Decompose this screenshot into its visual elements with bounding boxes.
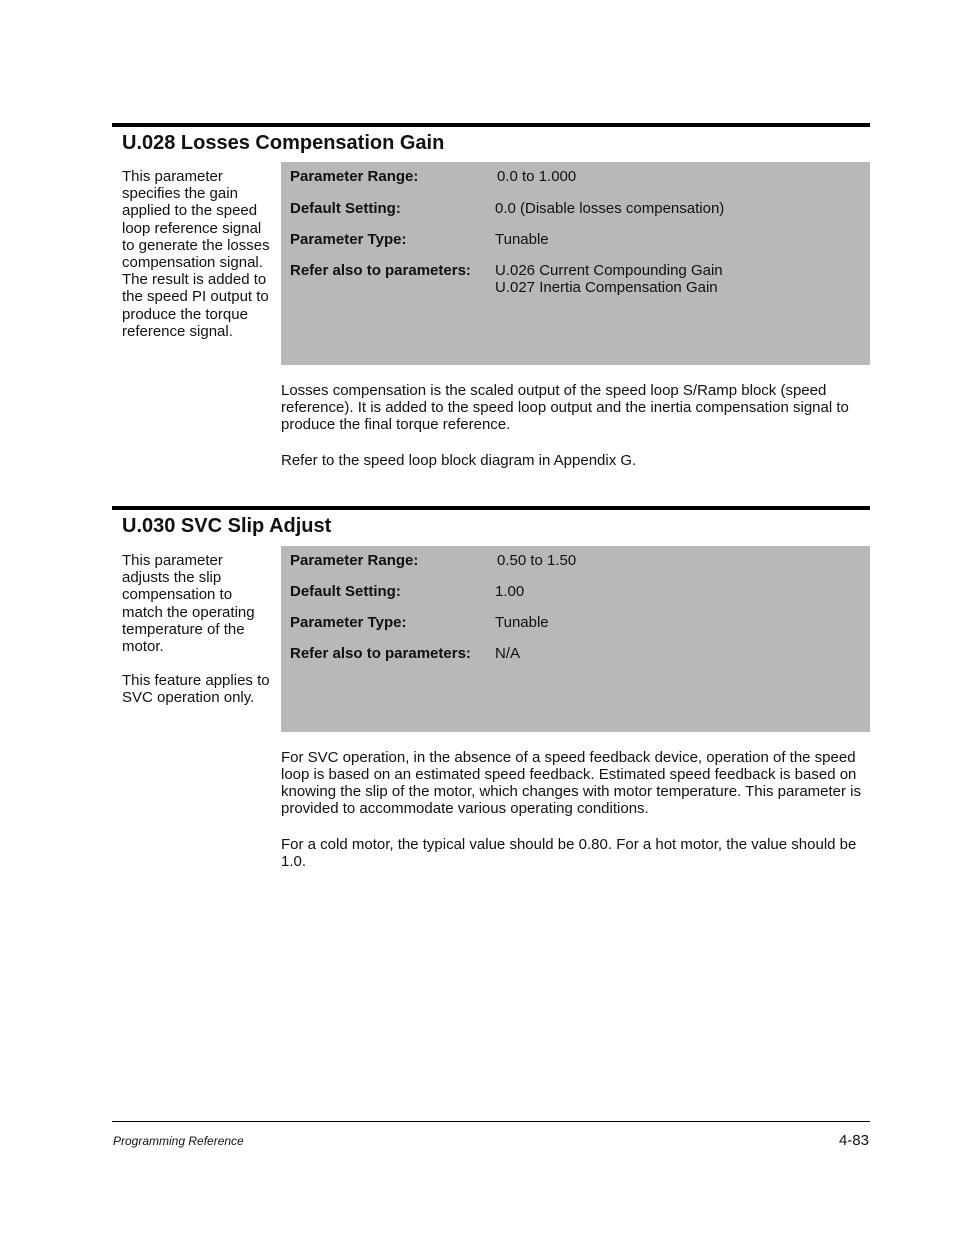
section-title: U.028 Losses Compensation Gain (122, 132, 445, 154)
param-value-refer (495, 645, 520, 662)
sidebar-paragraph: This parameter specifies the gain applied to the speed loop reference signal to generate the losses compensation signal. The result is added to the speed PI output to produce the torque reference signal. (122, 168, 270, 340)
param-label: Parameter Type: (290, 231, 407, 248)
section-body (281, 749, 871, 889)
parameter-box (281, 546, 870, 732)
section-sidebar (122, 552, 272, 724)
param-value: 1.00 (495, 583, 525, 600)
section-sidebar (122, 168, 272, 357)
section-body (281, 382, 871, 488)
body-paragraph: Losses compensation is the scaled output of the speed loop S/Ramp block (speed reference). It is added to the speed loop output and the inertia compensation signal to produce the final torque reference. (281, 382, 849, 433)
page-number: 4-83 (838, 1132, 869, 1149)
param-label: Refer also to parameters: (290, 645, 471, 662)
section-u030 (112, 506, 870, 870)
param-label: Parameter Range: (290, 552, 419, 569)
param-label: Refer also to parameters: (290, 262, 471, 279)
param-label: Parameter Range: (290, 168, 419, 185)
param-value: Tunable (495, 231, 549, 248)
param-value-refer (495, 262, 723, 296)
param-label: Default Setting: (290, 583, 401, 600)
param-label: Parameter Type: (290, 614, 407, 631)
body-paragraph: Refer to the speed loop block diagram in Appendix G. (281, 452, 637, 469)
param-label: Default Setting: (290, 200, 401, 217)
param-value: 0.50 to 1.50 (497, 552, 577, 569)
section-title: U.030 SVC Slip Adjust (122, 515, 332, 537)
body-paragraph: For a cold motor, the typical value should be 0.80. For a hot motor, the value should be 1.0. (281, 836, 857, 870)
sidebar-paragraph: This feature applies to SVC operation only. (122, 672, 270, 707)
refer-item: U.026 Current Compounding Gain (495, 262, 723, 279)
section-u028 (112, 123, 870, 469)
sidebar-paragraph: This parameter adjusts the slip compensation to match the operating temperature of the motor. (122, 552, 255, 656)
refer-item: U.027 Inertia Compensation Gain (495, 279, 718, 296)
section-rule (112, 123, 870, 127)
refer-item: N/A (495, 645, 521, 662)
param-value: 0.0 (Disable losses compensation) (495, 200, 725, 217)
param-value: Tunable (495, 614, 549, 631)
footer-rule (112, 1121, 870, 1122)
parameter-box (281, 162, 870, 365)
footer-title: Programming Reference (113, 1134, 244, 1148)
section-rule (112, 506, 870, 510)
body-paragraph: For SVC operation, in the absence of a speed feedback device, operation of the speed loop is based on an estimated speed feedback. Estimated speed feedback is based on knowing the slip of the motor, which changes with motor temperature. This parameter is provided to accommodate various operating conditions. (281, 749, 861, 817)
param-value: 0.0 to 1.000 (497, 168, 577, 185)
